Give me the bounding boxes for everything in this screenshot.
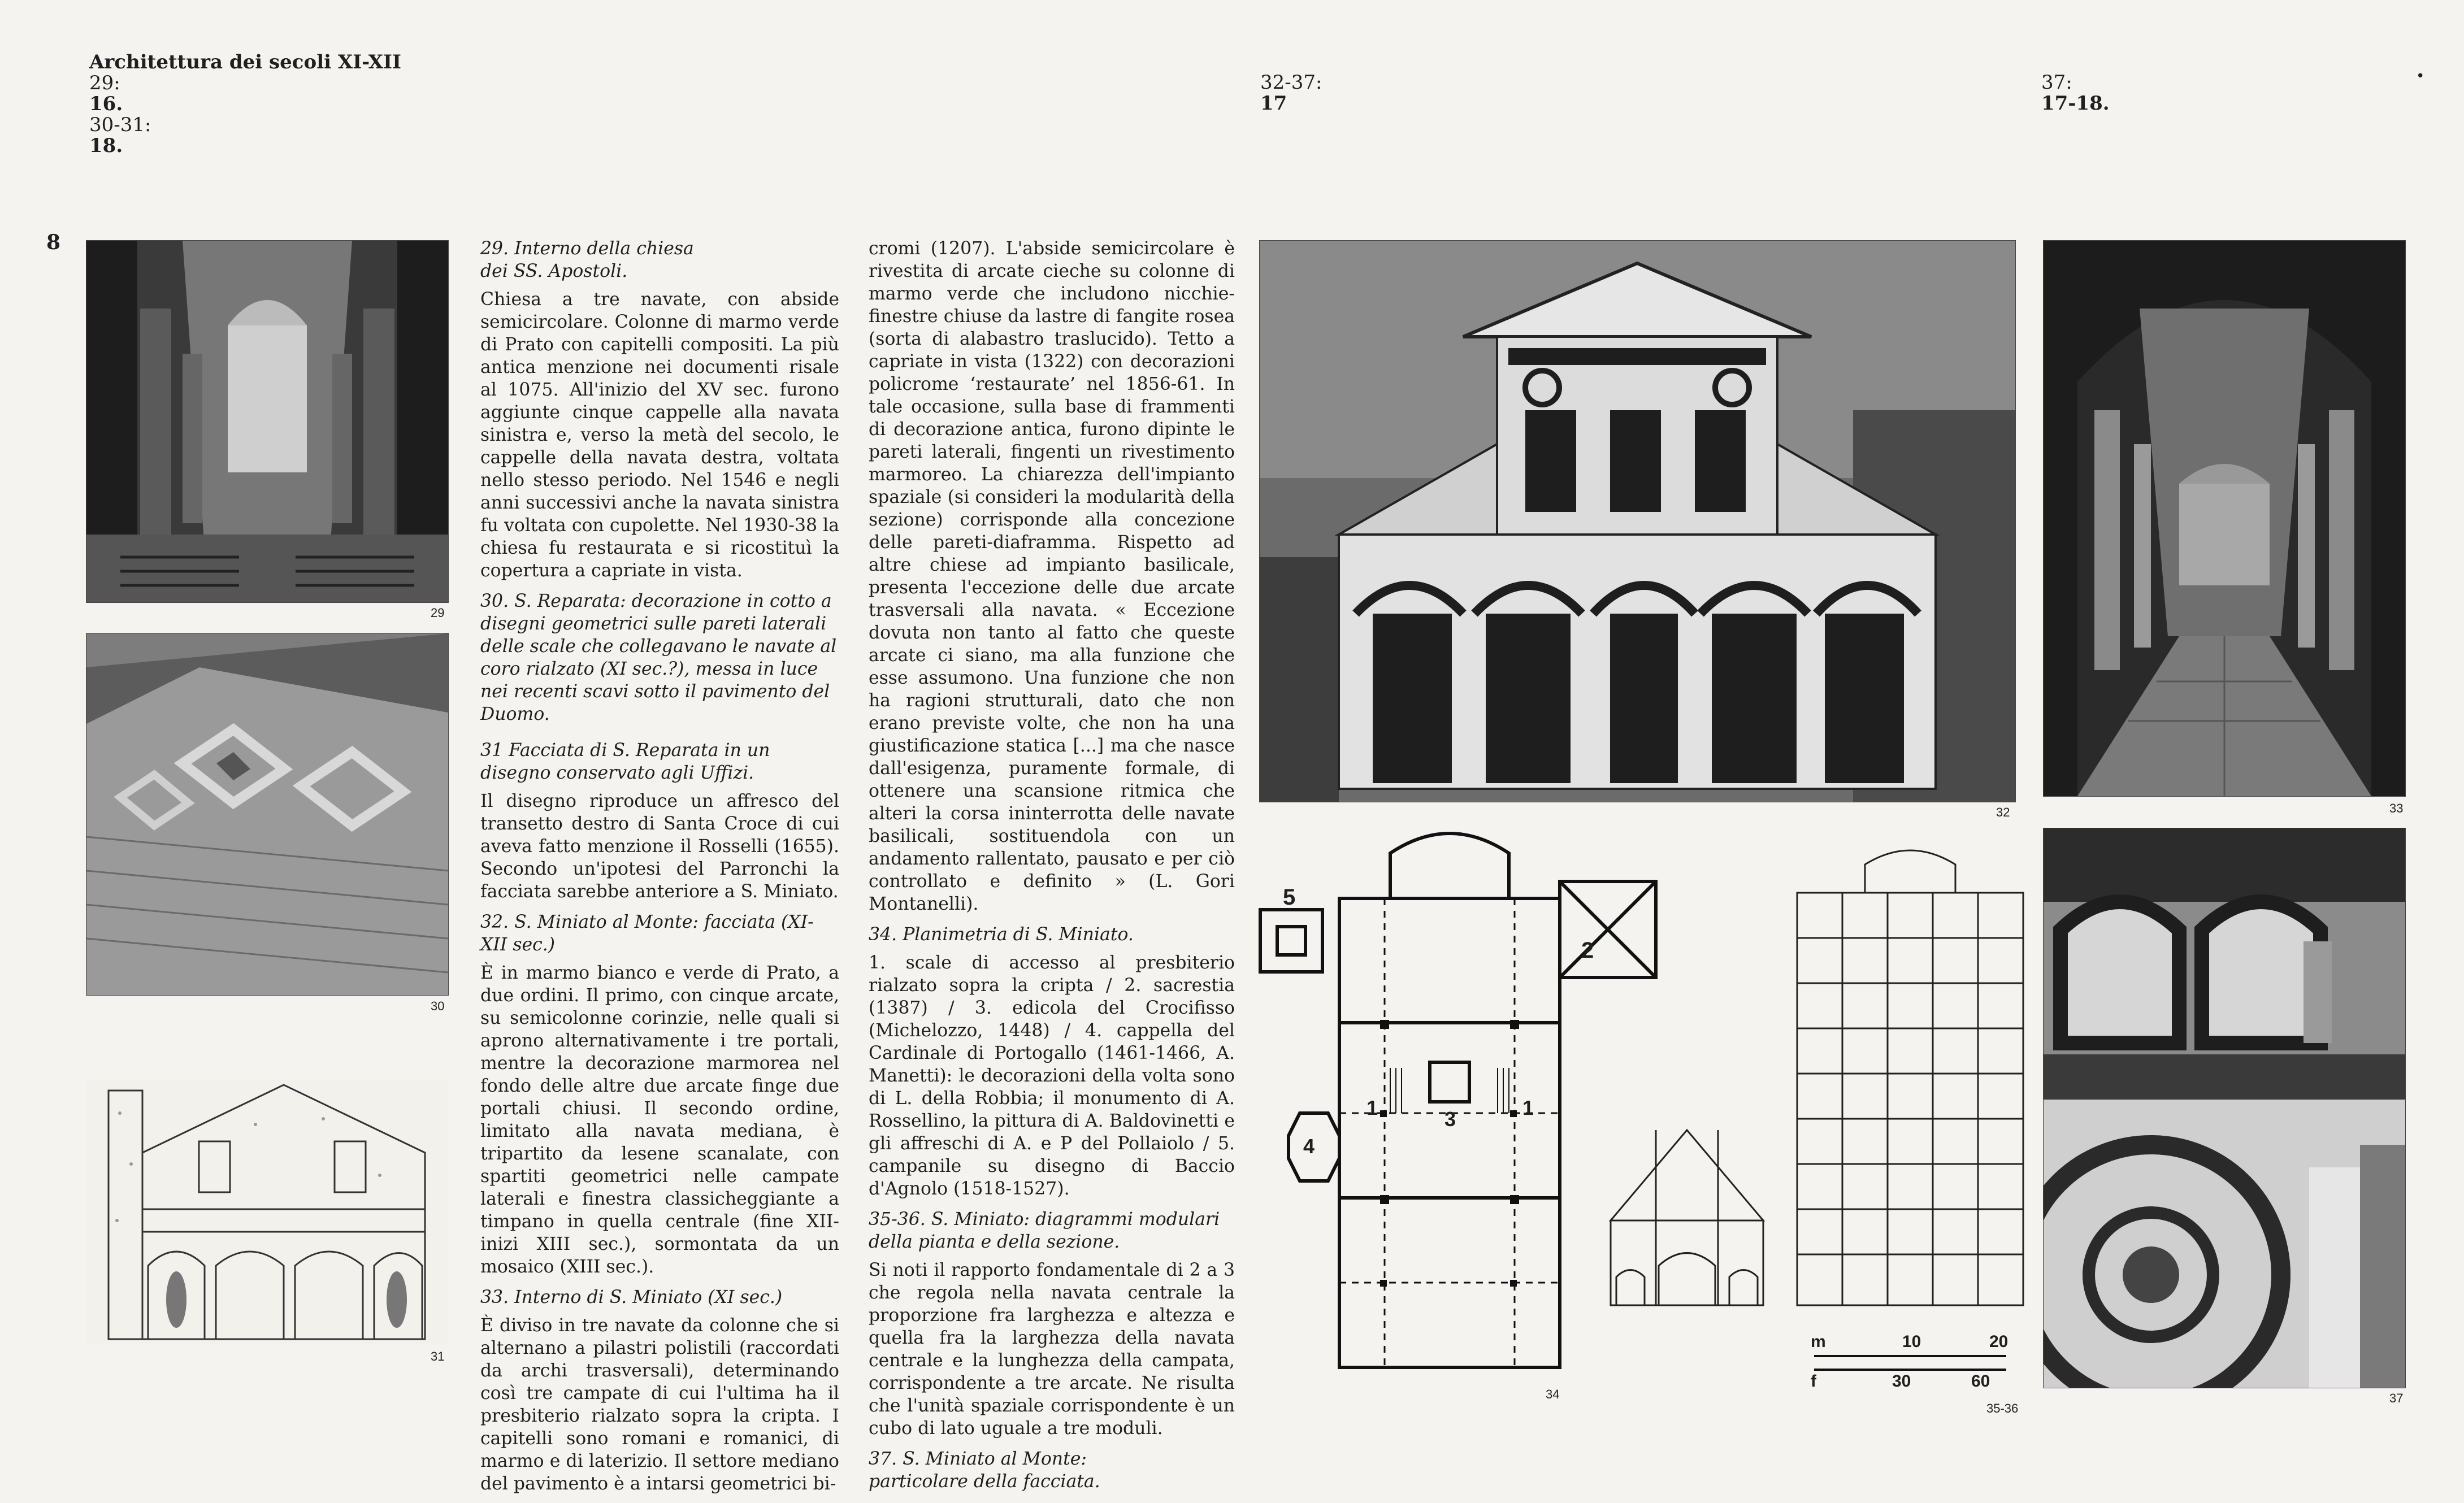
ref-figs-37: 37: [2041,71,2072,94]
running-header-right [2041,72,2110,114]
corner-mark: • [2416,68,2425,85]
fig-number-33: 33 [2389,801,2404,815]
caption-35-36-heading: 35-36. S. Miniato: diagrammi modulari della pianta e della sezione. [869,1209,1220,1252]
scale-label-10: 10 [1902,1332,1921,1351]
caption-37-heading: 37. S. Miniato al Monte: particolare della facciata. [869,1449,1100,1492]
page-number: 8 [46,231,61,254]
ref-figs-30-31: 30-31: [89,114,151,136]
ref-page-17: 17 [1260,92,1287,115]
caption-30-heading: 30. S. Reparata: decorazione in cotto a disegni geometrici sulle pareti laterali delle scale che collegavano le navate al coro rialzato (XI sec.?), messa in luce nei recenti scavi sotto il pavimento del Duomo. [480,591,837,724]
caption-34-heading: 34. Planimetria di S. Miniato. [869,924,1134,945]
fig-number-30: 30 [431,999,445,1013]
book-section-title: Architettura dei secoli XI-XII [89,51,401,73]
plan-label-3: 3 [1444,1107,1456,1131]
caption-29-heading: 29. Interno della chiesa dei SS. Apostoli. [480,238,694,281]
plan-label-2: 2 [1581,938,1594,963]
caption-33-body: È diviso in tre navate da colonne che si alternano a pilastri polistili (raccordati da archi trasversali), determinando così tre campate di cui l'ultima ha il presbiterio rialzato sopra la cripta. I capitelli sono romani e romanici, di marmo e di laterizio. Il settore mediano del pavimento è a intarsi geometrici bi- [480,1315,839,1494]
plan-label-1-right: 1 [1522,1096,1534,1119]
plan-label-4: 4 [1303,1135,1315,1158]
running-header-left [89,52,401,157]
scale-bar [1814,1355,2006,1371]
facade-drawing [86,1079,448,1345]
caption-33-continued: cromi (1207). L'abside semicircolare è rivestita di arcate cieche su colonne di marmo verde che includono nicchie-finestre chiuse da lastre di fangite rosea (sorta di alabastro traslucido). Tetto a capriate in vista (1322) con decorazioni policrome ‘restaurate’ nel 1856-61. In tale occasione, sulla base di frammenti di decorazione antica, furono dipinte le pareti laterali, fingenti un rivestimento marmoreo. La chiarezza dell'impianto spaziale (si consideri la modularità della sezione) corrisponde alla concezione delle pareti-diaframma. Rispetto ad altre chiese ad impianto basilicale, presenta l'eccezione delle due arcate trasversali alla navata. « Eccezione dovuta non tanto al fatto che queste arcate ci siano, ma alla funzione che esse assumono. Una funzione che non ha ragioni strutturali, dato che non erano previste volte, che non ha una giustificazione statica [...] ma che nasce dall'esigenza, puramente formale, di ottenere una scansione ritmica che alteri la corsa ininterrotta delle navate basilicali, sostituendola con un andamento rallentato, pausato e per ciò controllato e definito » (L. Gori Montanelli). [869,238,1235,914]
fig-number-32: 32 [1996,805,2010,819]
text-column-2 [869,237,1235,1498]
ref-figs-29: 29: [89,72,120,94]
facade-detail-photo [2043,828,2406,1388]
caption-34-body: 1. scale di accesso al presbiterio rialzato sopra la cripta / 2. sacrestia (1387) / 3. edicola del Crocifisso (Michelozzo, 1448) / 4. cappella del Cardinale di Portogallo (1461-1466, A. Manetti): le decorazioni della volta sono di L. della Robbia; il monumento di A. Rossellino, la pittura di A. Baldovinetti e gli affreschi di A. e P del Pollaiolo / 5. campanile su disegno di Baccio d'Agnolo (1518-1527). [869,953,1235,1199]
fig-number-37: 37 [2389,1391,2404,1405]
ref-page-18: 18. [89,134,123,157]
caption-31-body: Il disegno riproduce un affresco del transetto destro di Santa Croce di cui aveva fatto menzione il Rosselli (1655). Secondo un'ipotesi del Parronchi la facciata sarebbe anteriore a S. Miniato. [480,791,839,902]
modular-diagram [1605,814,2026,1379]
church-interior-photo [86,240,449,603]
fig-number-34: 34 [1546,1387,1560,1401]
caption-32-heading: 32. S. Miniato al Monte: facciata (XI-XII sec.) [480,912,814,955]
caption-31-heading: 31 Facciata di S. Reparata in un disegno conservato agli Uffizi. [480,740,770,783]
ref-page-17-18: 17-18. [2041,92,2110,115]
ref-page-16: 16. [89,93,123,115]
scale-label-60: 60 [1971,1372,1990,1391]
plan-label-5: 5 [1283,885,1296,910]
scale-label-20: 20 [1989,1332,2008,1351]
fig-number-31: 31 [431,1349,445,1363]
plan-label-1-left: 1 [1367,1096,1378,1119]
scale-unit-f: f [1811,1372,1816,1391]
facade-photo [1259,240,2016,802]
text-column-1 [480,237,839,1503]
fig-number-29: 29 [431,606,445,620]
running-header-middle [1260,72,1322,114]
ref-figs-32-37: 32-37: [1260,71,1322,94]
nave-interior-photo [2043,240,2406,797]
caption-29-body: Chiesa a tre navate, con abside semicircolare. Colonne di marmo verde di Prato con capitelli compositi. La più antica menzione nei documenti risale al 1075. All'inizio del XV sec. furono aggiunte cinque cappelle alla navata sinistra e, verso la metà del secolo, le cappelle della navata destra, voltata nello stesso periodo. Nel 1546 e negli anni successivi anche la navata sinistra fu voltata con cupolette. Nel 1930-38 la chiesa fu restaurata e si ricostituì la copertura a capriate in vista. [480,289,839,581]
caption-35-36-body: Si noti il rapporto fondamentale di 2 a 3 che regola nella navata centrale la proporzione fra larghezza e altezza e quella fra la larghezza della navata centrale e la lunghezza della campata, corrispondente a tre arcate. Ne risulta che l'unità spaziale corrispondente è un cubo di lato uguale a tre moduli. [869,1260,1235,1439]
caption-33-heading: 33. Interno di S. Miniato (XI sec.) [480,1287,783,1307]
fig-number-35-36: 35-36 [1986,1401,2019,1415]
caption-32-body: È in marmo bianco e verde di Prato, a due ordini. Il primo, con cinque arcate, su semicolonne corinzie, nelle quali si aprono alternativamente i tre portali, mentre la decorazione marmorea nel fondo delle altre due arcate finge due portali chiusi. Il secondo ordine, limitato alla navata mediana, è tripartito da lesene scanalate, con spartiti geometrici nelle campate laterali e finestra classicheggiante a timpano in quella centrale (fine XII-inizi XIII sec.), sormontata da un mosaico (XIII sec.). [480,963,839,1277]
scale-label-30: 30 [1892,1372,1911,1391]
stone-relief-photo [86,633,449,996]
scale-unit-m: m [1811,1332,1826,1351]
